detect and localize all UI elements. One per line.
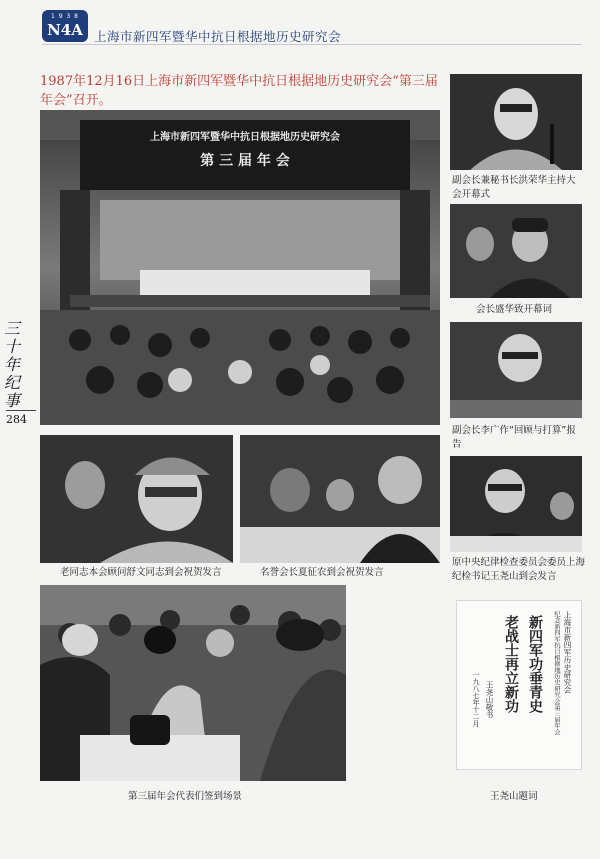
n4a-logo (42, 10, 88, 42)
photo-shu-wen (40, 435, 233, 563)
caption-shu-wen: 老同志本会顾问舒文同志到会祝贺发言 (60, 567, 222, 578)
photo-sign-in-scene (40, 585, 346, 781)
side-label: 三十年纪事 (4, 319, 21, 410)
inscription-line-1: 新四军功垂青史 (527, 615, 543, 713)
caption-wang-yaoshan: 原中央纪律检查委员会委员上海纪检书记王尧山到会发言 (452, 557, 586, 582)
inscription-line-2: 老战士再立新功 (503, 615, 519, 713)
organization-title: 上海市新四军暨华中抗日根据地历史研究会 (94, 29, 342, 44)
header-divider (42, 44, 582, 45)
inscription-date: 一九八七年十二月 (472, 671, 480, 727)
photo-wang-yaoshan (450, 456, 582, 552)
inscription-dedication-2: 纪念新四军抗日根据地历史研究会第三届年会 (553, 611, 560, 735)
hall-banner-line-2: 第 三 届 年 会 (200, 153, 290, 169)
page-number: 284 (6, 410, 36, 426)
caption-hong-ronghua: 副会长兼秘书长洪荣华主持大会开幕式 (452, 175, 576, 200)
calligraphy-inscription (456, 600, 582, 770)
logo-year: 1 9 3 8 (51, 13, 79, 20)
caption-xia-zhengnong: 名誉会长夏征农到会祝贺发言 (260, 567, 384, 578)
photo-hong-ronghua (450, 74, 582, 170)
caption-sheng-hua: 会长盛华致开幕词 (476, 304, 553, 315)
inscription-dedication-1: 上海市新四军历史研究会 (563, 611, 572, 694)
logo-mark: N4A (47, 21, 83, 39)
photo-conference-hall (40, 110, 440, 425)
hall-banner-line-1: 上海市新四军暨华中抗日根据地历史研究会 (150, 132, 340, 143)
caption-li-guangzuo: 副会长李广作“回顾与打算”报告 (452, 425, 576, 450)
photo-xia-zhengnong (240, 435, 440, 563)
caption-inscription: 王尧山题词 (490, 791, 538, 802)
main-caption: 1987年12月16日上海市新四军暨华中抗日根据地历史研究会“第三届年会”召开。 (40, 74, 438, 108)
photo-sheng-hua (450, 204, 582, 298)
caption-sign-in-scene: 第三届年会代表们签到场景 (128, 791, 243, 802)
page-header (42, 10, 582, 46)
inscription-signature: 王尧山敬书 (485, 681, 494, 719)
photo-li-guangzuo (450, 322, 582, 418)
